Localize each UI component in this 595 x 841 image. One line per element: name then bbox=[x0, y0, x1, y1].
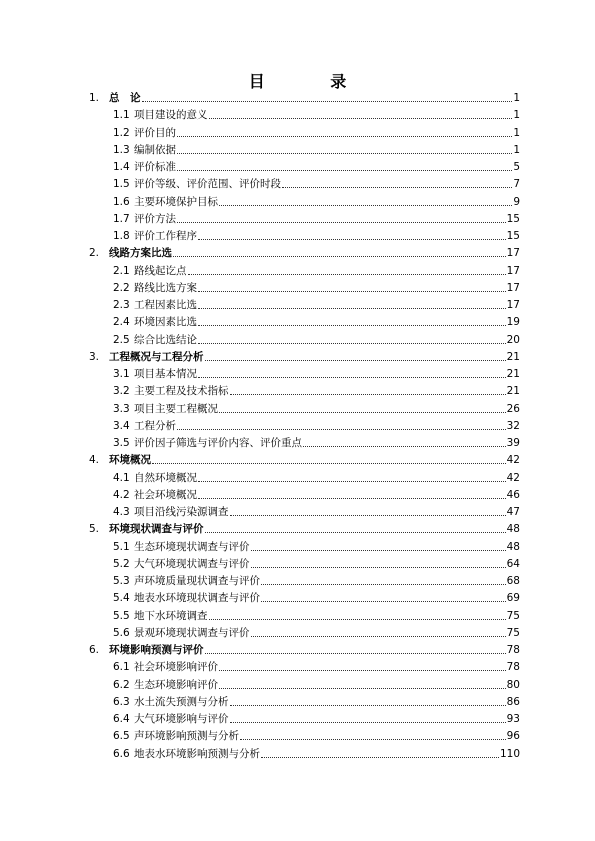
toc-entry-label: 评价标准 bbox=[134, 161, 176, 173]
toc-dot-leader bbox=[219, 412, 506, 413]
toc-section-entry[interactable] bbox=[113, 539, 520, 556]
toc-entry-page: 17 bbox=[506, 281, 520, 294]
toc-entry-number: 1.7 bbox=[113, 212, 130, 225]
toc-entry-number: 1.3 bbox=[113, 143, 130, 156]
toc-entry-label: 水土流失预测与分析 bbox=[134, 695, 229, 708]
toc-entry-number: 1.8 bbox=[113, 230, 130, 242]
toc-entry-page: 110 bbox=[499, 747, 520, 760]
toc-entry-label: 评价目的 bbox=[134, 126, 176, 139]
toc-entry-page: 17 bbox=[506, 299, 520, 311]
toc-dot-leader bbox=[142, 101, 513, 102]
toc-entry-number: 2.5 bbox=[113, 333, 130, 346]
toc-entry-page: 21 bbox=[506, 350, 520, 363]
toc-entry-page: 19 bbox=[506, 316, 520, 329]
toc-section-entry[interactable] bbox=[113, 487, 520, 504]
toc-entry-number: 2. bbox=[89, 247, 100, 260]
toc-entry-page: 46 bbox=[506, 488, 520, 501]
toc-entry-label: 评价方法 bbox=[134, 212, 176, 225]
toc-entry-page: 96 bbox=[506, 730, 520, 743]
toc-entry-label: 项目建设的意义 bbox=[134, 109, 208, 122]
toc-entry-page: 68 bbox=[506, 575, 520, 587]
toc-entry-label: 地表水环境影响预测与分析 bbox=[134, 747, 260, 760]
toc-entry-number: 1.5 bbox=[113, 178, 130, 191]
toc-section-entry[interactable] bbox=[113, 159, 520, 176]
toc-entry-number: 1.2 bbox=[113, 126, 130, 139]
toc-dot-leader bbox=[198, 291, 506, 292]
toc-dot-leader bbox=[188, 274, 506, 275]
toc-dot-leader bbox=[230, 515, 506, 516]
toc-entry-label: 声环境质量现状调查与评价 bbox=[134, 575, 260, 587]
toc-dot-leader bbox=[177, 136, 512, 137]
toc-section-entry[interactable] bbox=[113, 366, 520, 383]
toc-entry-label: 项目基本情况 bbox=[134, 368, 197, 380]
toc-entry-page: 1 bbox=[513, 109, 520, 122]
toc-dot-leader bbox=[251, 550, 506, 551]
toc-entry-page: 64 bbox=[506, 557, 520, 570]
toc-entry-label: 生态环境影响评价 bbox=[134, 678, 218, 691]
toc-entry-page: 26 bbox=[506, 402, 520, 415]
toc-entry-label: 综合比选结论 bbox=[134, 333, 197, 346]
toc-entry-number: 6.1 bbox=[113, 661, 130, 674]
toc-entry-number: 6.3 bbox=[113, 695, 130, 708]
toc-entry-label: 地下水环境调查 bbox=[134, 609, 208, 622]
toc-section-entry[interactable] bbox=[113, 659, 520, 676]
toc-entry-label: 评价工作程序 bbox=[134, 230, 197, 242]
toc-section-entry[interactable] bbox=[113, 263, 520, 280]
toc-section-entry[interactable] bbox=[113, 677, 520, 694]
toc-entry-label: 环境现状调查与评价 bbox=[109, 523, 204, 536]
toc-entry-label: 路线比选方案 bbox=[134, 281, 197, 294]
toc-entry-page: 1 bbox=[513, 143, 520, 156]
toc-entry-label: 景观环境现状调查与评价 bbox=[134, 626, 250, 639]
toc-chapter-entry[interactable] bbox=[89, 452, 520, 469]
toc-entry-label: 总 论 bbox=[109, 92, 141, 104]
toc-entry-page: 5 bbox=[513, 161, 520, 173]
toc-entry-label: 环境影响预测与评价 bbox=[109, 644, 204, 656]
toc-section-entry[interactable] bbox=[113, 418, 520, 435]
toc-entry-number: 5.6 bbox=[113, 626, 130, 639]
toc-entry-label: 项目沿线污染源调查 bbox=[134, 506, 229, 518]
toc-entry-number: 2.3 bbox=[113, 299, 130, 311]
toc-entry-number: 5. bbox=[89, 523, 100, 536]
toc-entry-number: 5.1 bbox=[113, 540, 130, 553]
toc-entry-page: 78 bbox=[506, 661, 520, 674]
toc-section-entry[interactable] bbox=[113, 470, 520, 487]
toc-section-entry[interactable] bbox=[113, 746, 520, 763]
toc-dot-leader bbox=[219, 670, 506, 671]
toc-dot-leader bbox=[198, 325, 506, 326]
toc-entry-label: 线路方案比选 bbox=[109, 247, 172, 260]
toc-section-entry[interactable] bbox=[113, 297, 520, 314]
toc-entry-number: 3. bbox=[89, 350, 100, 363]
toc-entry-label: 编制依据 bbox=[134, 143, 176, 156]
toc-dot-leader bbox=[251, 636, 506, 637]
toc-entry-number: 3.2 bbox=[113, 385, 130, 398]
toc-dot-leader bbox=[198, 481, 506, 482]
toc-entry-number: 5.3 bbox=[113, 575, 130, 587]
toc-entry-number: 2.2 bbox=[113, 281, 130, 294]
toc-entry-page: 17 bbox=[506, 264, 520, 277]
toc-dot-leader bbox=[261, 601, 506, 602]
toc-section-entry[interactable] bbox=[113, 125, 520, 142]
toc-section-entry[interactable] bbox=[113, 194, 520, 211]
toc-entry-label: 自然环境概况 bbox=[134, 471, 197, 484]
toc-entry-label: 工程概况与工程分析 bbox=[109, 350, 204, 363]
toc-entry-number: 1.6 bbox=[113, 195, 130, 208]
toc-chapter-entry[interactable] bbox=[89, 90, 520, 107]
toc-dot-leader bbox=[152, 463, 506, 464]
toc-entry-number: 2.4 bbox=[113, 316, 130, 329]
toc-dot-leader bbox=[219, 205, 512, 206]
toc-entry-page: 42 bbox=[506, 471, 520, 484]
toc-entry-label: 工程分析 bbox=[134, 419, 176, 432]
toc-entry-page: 17 bbox=[506, 247, 520, 260]
toc-section-entry[interactable] bbox=[113, 314, 520, 331]
toc-section-entry[interactable] bbox=[113, 625, 520, 642]
toc-dot-leader bbox=[303, 446, 506, 447]
page-title: 目 录 bbox=[248, 72, 377, 91]
toc-entry-label: 评价等级、评价范围、评价时段 bbox=[134, 178, 281, 191]
toc-dot-leader bbox=[177, 429, 506, 430]
toc-entry-page: 78 bbox=[506, 644, 520, 656]
toc-section-entry[interactable] bbox=[113, 590, 520, 607]
toc-entry-number: 6.4 bbox=[113, 713, 130, 725]
toc-section-entry[interactable] bbox=[113, 435, 520, 452]
toc-entry-page: 9 bbox=[513, 195, 520, 208]
toc-section-entry[interactable] bbox=[113, 228, 520, 245]
toc-entry-page: 7 bbox=[513, 178, 520, 191]
toc-section-entry[interactable] bbox=[113, 556, 520, 573]
toc-entry-page: 47 bbox=[506, 506, 520, 518]
toc-section-entry[interactable] bbox=[113, 573, 520, 590]
toc-section-entry[interactable] bbox=[113, 383, 520, 400]
toc-dot-leader bbox=[251, 567, 506, 568]
toc-entry-number: 3.5 bbox=[113, 437, 130, 449]
toc-section-entry[interactable] bbox=[113, 332, 520, 349]
toc-section-entry[interactable] bbox=[113, 728, 520, 745]
toc-chapter-entry[interactable] bbox=[89, 642, 520, 659]
toc-entry-label: 声环境影响预测与分析 bbox=[134, 730, 239, 743]
toc-entry-page: 39 bbox=[506, 437, 520, 449]
toc-entry-label: 路线起讫点 bbox=[134, 264, 187, 277]
toc-entry-number: 4. bbox=[89, 454, 100, 467]
toc-dot-leader bbox=[173, 256, 506, 257]
toc-section-entry[interactable] bbox=[113, 504, 520, 521]
toc-entry-label: 工程因素比选 bbox=[134, 299, 197, 311]
toc-entry-number: 2.1 bbox=[113, 264, 130, 277]
toc-entry-number: 1.4 bbox=[113, 161, 130, 173]
toc-entry-label: 社会环境概况 bbox=[134, 488, 197, 501]
toc-dot-leader bbox=[198, 308, 506, 309]
toc-entry-number: 5.4 bbox=[113, 592, 130, 605]
toc-dot-leader bbox=[230, 394, 506, 395]
toc-entry-page: 21 bbox=[506, 368, 520, 380]
toc-chapter-entry[interactable] bbox=[89, 245, 520, 262]
toc-dot-leader bbox=[261, 757, 499, 758]
toc-entry-number: 6.6 bbox=[113, 747, 130, 760]
toc-dot-leader bbox=[230, 705, 506, 706]
toc-entry-label: 评价因子筛选与评价内容、评价重点 bbox=[134, 437, 302, 449]
toc-entry-number: 6. bbox=[89, 644, 100, 656]
toc-entry-page: 48 bbox=[506, 523, 520, 536]
toc-entry-number: 5.2 bbox=[113, 557, 130, 570]
toc-entry-number: 3.3 bbox=[113, 402, 130, 415]
toc-entry-label: 主要工程及技术指标 bbox=[134, 385, 229, 398]
toc-entry-page: 15 bbox=[506, 212, 520, 225]
toc-entry-page: 75 bbox=[506, 626, 520, 639]
toc-dot-leader bbox=[205, 653, 506, 654]
toc-entry-number: 3.4 bbox=[113, 419, 130, 432]
toc-dot-leader bbox=[198, 498, 506, 499]
toc-chapter-entry[interactable] bbox=[89, 521, 520, 538]
toc-entry-page: 69 bbox=[506, 592, 520, 605]
toc-entry-number: 4.2 bbox=[113, 488, 130, 501]
toc-entry-number: 1. bbox=[89, 92, 100, 104]
toc-entry-label: 环境概况 bbox=[109, 454, 151, 467]
toc-entry-number: 4.1 bbox=[113, 471, 130, 484]
toc-dot-leader bbox=[205, 360, 506, 361]
toc-section-entry[interactable] bbox=[113, 176, 520, 193]
toc-dot-leader bbox=[240, 739, 506, 740]
toc-dot-leader bbox=[209, 118, 513, 119]
toc-entry-page: 93 bbox=[506, 713, 520, 725]
toc-section-entry[interactable] bbox=[113, 142, 520, 159]
toc-entry-label: 大气环境影响与评价 bbox=[134, 713, 229, 725]
toc-dot-leader bbox=[177, 170, 512, 171]
toc-dot-leader bbox=[177, 153, 512, 154]
toc-dot-leader bbox=[261, 584, 506, 585]
toc-section-entry[interactable] bbox=[113, 211, 520, 228]
toc-entry-number: 5.5 bbox=[113, 609, 130, 622]
toc-entry-number: 4.3 bbox=[113, 506, 130, 518]
toc-entry-page: 80 bbox=[506, 678, 520, 691]
toc-entry-page: 15 bbox=[506, 230, 520, 242]
toc-dot-leader bbox=[198, 377, 506, 378]
toc-entry-label: 项目主要工程概况 bbox=[134, 402, 218, 415]
toc-section-entry[interactable] bbox=[113, 280, 520, 297]
toc-entry-label: 环境因素比选 bbox=[134, 316, 197, 329]
toc-dot-leader bbox=[219, 688, 506, 689]
toc-entry-page: 86 bbox=[506, 695, 520, 708]
toc-dot-leader bbox=[205, 532, 506, 533]
toc-entry-number: 6.5 bbox=[113, 730, 130, 743]
toc-section-entry[interactable] bbox=[113, 401, 520, 418]
toc-dot-leader bbox=[198, 239, 506, 240]
toc-entry-label: 主要环境保护目标 bbox=[134, 195, 218, 208]
toc-entry-label: 社会环境影响评价 bbox=[134, 661, 218, 674]
toc-entry-page: 42 bbox=[506, 454, 520, 467]
toc-entry-page: 48 bbox=[506, 540, 520, 553]
toc-dot-leader bbox=[282, 187, 512, 188]
toc-entry-label: 大气环境现状调查与评价 bbox=[134, 557, 250, 570]
toc-section-entry[interactable] bbox=[113, 694, 520, 711]
toc-entry-page: 75 bbox=[506, 609, 520, 622]
toc-entry-page: 1 bbox=[513, 126, 520, 139]
toc-dot-leader bbox=[198, 343, 506, 344]
toc-dot-leader bbox=[177, 222, 506, 223]
toc-dot-leader bbox=[209, 619, 506, 620]
toc-entry-number: 3.1 bbox=[113, 368, 130, 380]
toc-dot-leader bbox=[230, 722, 506, 723]
toc-entry-label: 生态环境现状调查与评价 bbox=[134, 540, 250, 553]
toc-entry-page: 32 bbox=[506, 419, 520, 432]
toc-entry-number: 1.1 bbox=[113, 109, 130, 122]
toc-entry-page: 21 bbox=[506, 385, 520, 398]
toc-section-entry[interactable] bbox=[113, 608, 520, 625]
toc-section-entry[interactable] bbox=[113, 107, 520, 124]
toc-entry-page: 20 bbox=[506, 333, 520, 346]
toc-section-entry[interactable] bbox=[113, 711, 520, 728]
toc-entry-page: 1 bbox=[513, 92, 520, 104]
toc-entry-label: 地表水环境现状调查与评价 bbox=[134, 592, 260, 605]
toc-entry-number: 6.2 bbox=[113, 678, 130, 691]
toc-chapter-entry[interactable] bbox=[89, 349, 520, 366]
